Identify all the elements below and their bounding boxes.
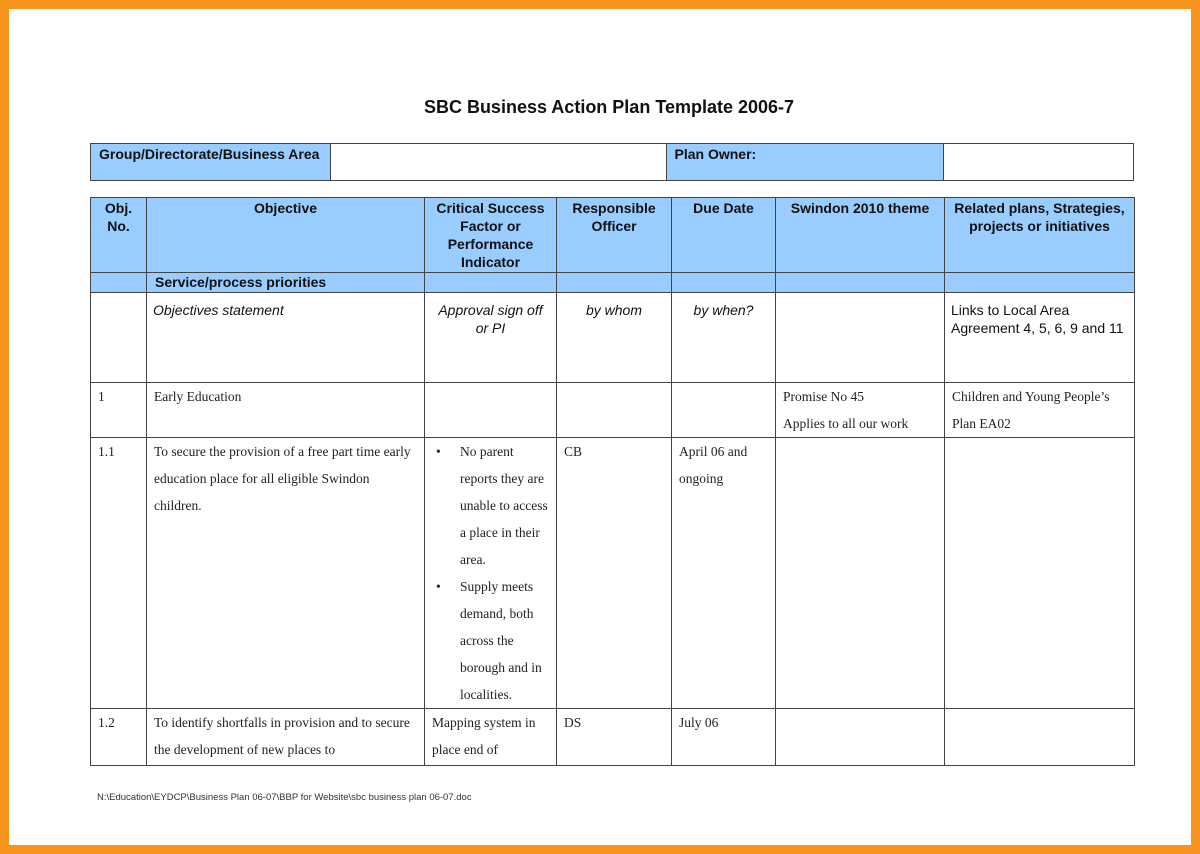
header-obj-no: Obj. No. — [91, 198, 147, 273]
row-no: 1.1 — [91, 438, 147, 709]
page-title: SBC Business Action Plan Template 2006-7 — [423, 97, 795, 117]
table-row — [91, 709, 1135, 766]
csf-bullet: • Supply meets demand, both across the borough and in localities. — [460, 573, 549, 708]
group-label: Group/Directorate/Business Area — [91, 144, 331, 181]
header-objective: Objective — [147, 198, 425, 273]
statement-objective: Objectives statement — [147, 293, 425, 383]
statement-csf: Approval sign off or PI — [425, 293, 557, 383]
row-csf: Mapping system in place end of — [425, 709, 557, 766]
row-officer: DS — [557, 709, 672, 766]
section-label: Service/process priorities — [147, 273, 425, 293]
header-due-date: Due Date — [672, 198, 776, 273]
header-row — [91, 198, 1135, 273]
group-value-field[interactable] — [330, 144, 666, 181]
file-path-footer: N:\Education\EYDCP\Business Plan 06-07\BBP for Website\sbc business plan 06-07.doc — [97, 792, 472, 803]
row-objective: To secure the provision of a free part time early education place for all eligible Swindon children. — [147, 438, 425, 709]
row-due: July 06 — [672, 709, 776, 766]
row-objective: To identify shortfalls in provision and to secure the development of new places to — [147, 709, 425, 766]
statement-related: Links to Local Area Agreement 4, 5, 6, 9 and 11 — [945, 293, 1135, 383]
statement-officer: by whom — [557, 293, 672, 383]
row-objective: Early Education — [147, 383, 425, 438]
header-theme: Swindon 2010 theme — [776, 198, 945, 273]
section-row — [91, 273, 1135, 293]
table-row — [91, 383, 1135, 438]
action-plan-table — [90, 197, 1135, 766]
table-row — [91, 438, 1135, 709]
row-due: April 06 and ongoing — [672, 438, 776, 709]
row-officer: CB — [557, 438, 672, 709]
plan-info-table — [90, 143, 1134, 181]
header-related: Related plans, Strategies, projects or initiatives — [945, 198, 1135, 273]
statement-due: by when? — [672, 293, 776, 383]
row-related: Children and Young People’s Plan EA02 — [945, 383, 1135, 438]
plan-owner-label: Plan Owner: — [666, 144, 944, 181]
theme-line: Promise No 45 — [783, 389, 864, 404]
row-no: 1.2 — [91, 709, 147, 766]
statement-row — [91, 293, 1135, 383]
header-officer: Responsible Officer — [557, 198, 672, 273]
header-csf: Critical Success Factor or Performance Indicator — [425, 198, 557, 273]
plan-owner-field[interactable] — [944, 144, 1134, 181]
row-theme — [776, 383, 945, 438]
row-no: 1 — [91, 383, 147, 438]
row-csf — [425, 438, 557, 709]
csf-bullet: • No parent reports they are unable to access a place in their area. — [460, 438, 549, 573]
theme-line: Applies to all our work — [783, 416, 909, 431]
